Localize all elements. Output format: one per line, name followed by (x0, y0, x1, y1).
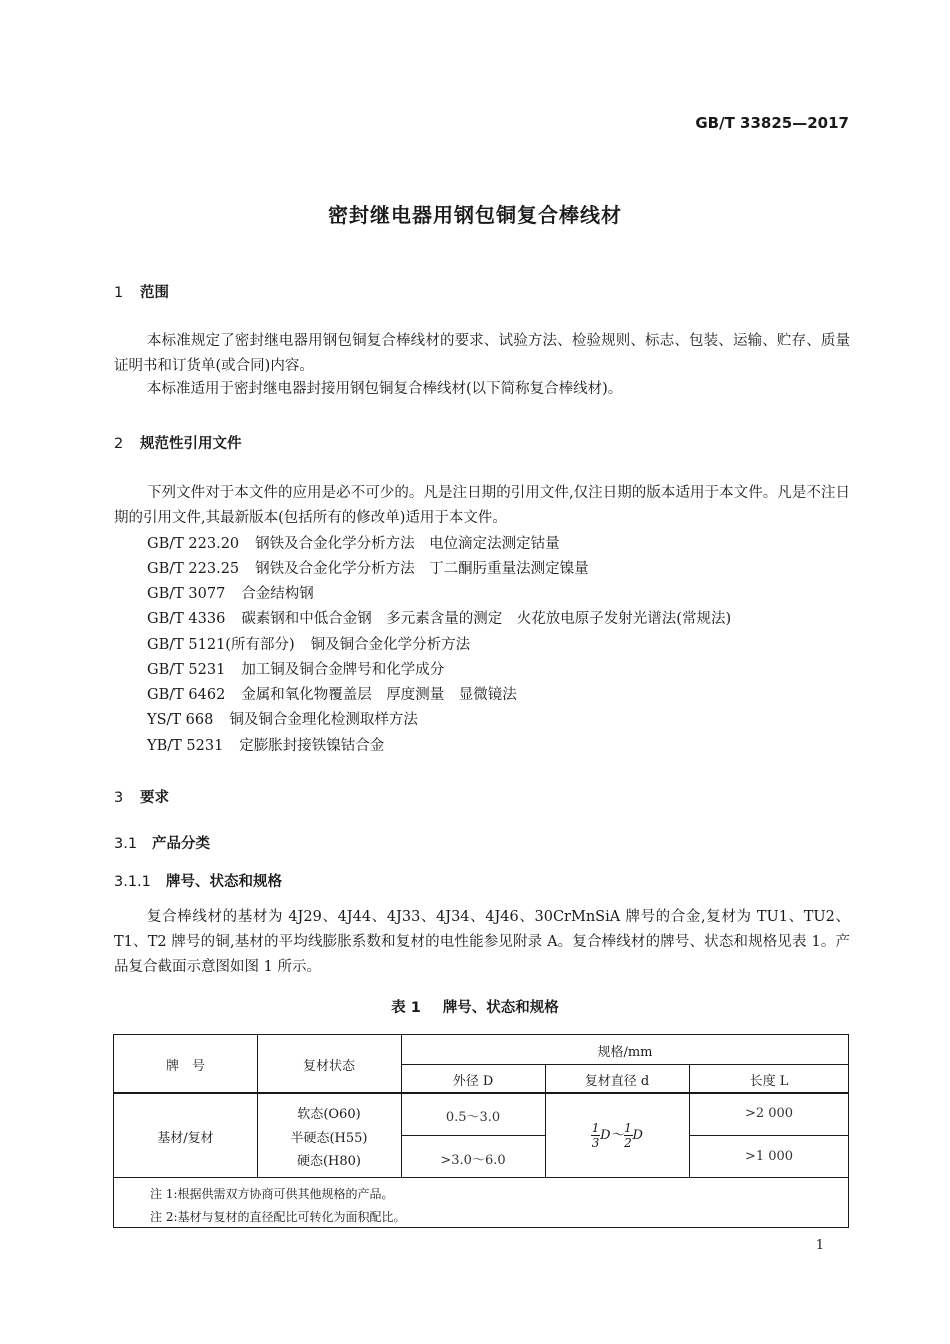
reference-item (147, 658, 444, 679)
reference-title: 钢铁及合金化学分析方法 丁二酮肟重量法测定镍量 (255, 561, 589, 577)
reference-item (147, 557, 589, 578)
section-number: 2 (114, 436, 124, 452)
section-title: 产品分类 (152, 836, 210, 852)
reference-title: 铜及铜合金化学分析方法 (310, 637, 471, 653)
cell-state-hard: 硬态(H80) (296, 1154, 362, 1169)
section-title: 要求 (140, 790, 169, 806)
cell-outer-diameter-1: 0.5～3.0 (445, 1110, 501, 1125)
section-title: 范围 (140, 285, 169, 301)
reference-item (147, 683, 517, 704)
reference-code: GB/T 4336 (147, 611, 226, 627)
page-number: 1 (815, 1238, 824, 1253)
section-title: 规范性引用文件 (140, 436, 242, 452)
fraction-numerator: 1 (624, 1121, 632, 1135)
references-intro-paragraph: 下列文件对于本文件的应用是必不可少的。凡是注日期的引用文件,仅注日期的版本适用于本文件。凡是不注日期的引用文件,其最新版本(包括所有的修改单)适用于本文件。 (114, 485, 850, 526)
reference-code: GB/T 223.20 (147, 536, 240, 552)
reference-item (147, 708, 418, 729)
table-note-1: 注 1:根据供需双方协商可供其他规格的产品。 (150, 1187, 394, 1201)
header-clad-diameter: 复材直径 d (584, 1074, 650, 1089)
reference-code: GB/T 223.25 (147, 561, 240, 577)
ratio-tail: D (632, 1128, 643, 1143)
reference-item (147, 532, 560, 553)
cell-length-1: >2 000 (744, 1106, 794, 1121)
table-rule (114, 1177, 849, 1178)
table-number: 表 1 (391, 1000, 421, 1016)
reference-title: 合金结构钢 (241, 586, 314, 602)
reference-title: 加工铜及铜合金牌号和化学成分 (241, 662, 445, 678)
table-note-2: 注 2:基材与复材的直径配比可转化为面积配比。 (150, 1210, 406, 1224)
reference-code: GB/T 5121(所有部分) (147, 637, 295, 653)
table-rule (401, 1135, 545, 1136)
classification-paragraph: 复合棒线材的基材为 4J29、4J44、4J33、4J34、4J46、30CrMnSiA 牌号的合金,复材为 TU1、TU2、T1、T2 牌号的铜,基材的平均线膨胀系数和复材的电性能参见附录 A。复合棒线材的牌号、状态和规格见表 1。产品复合截面示意图如图 1 所示。 (114, 909, 850, 975)
reference-item (147, 582, 314, 603)
section-1-heading (114, 281, 169, 302)
section-title: 牌号、状态和规格 (166, 874, 282, 890)
reference-title: 金属和氧化物覆盖层 厚度测量 显微镜法 (241, 687, 517, 703)
header-outer-diameter: 外径 D (452, 1074, 494, 1089)
section-2-heading (114, 432, 242, 453)
cell-state-soft: 软态(O60) (297, 1107, 361, 1122)
cell-outer-diameter-2: >3.0～6.0 (440, 1153, 506, 1168)
cell-grade: 基材/复材 (157, 1131, 214, 1146)
reference-title: 定膨胀封接铁镍钴合金 (239, 738, 385, 754)
reference-title: 碳素钢和中低合金钢 多元素含量的测定 火花放电原子发射光谱法(常规法) (241, 611, 732, 627)
standard-code: GB/T 33825—2017 (695, 114, 849, 132)
scope-paragraph-1: 本标准规定了密封继电器用钢包铜复合棒线材的要求、试验方法、检验规则、标志、包装、运输、贮存、质量证明书和订货单(或合同)内容。 (114, 333, 850, 374)
table-rule (114, 1093, 849, 1094)
reference-title: 铜及铜合金理化检测取样方法 (229, 712, 418, 728)
reference-code: GB/T 6462 (147, 687, 226, 703)
reference-code: YS/T 668 (147, 712, 214, 728)
table-title: 牌号、状态和规格 (442, 1000, 559, 1016)
fraction-numerator: 1 (591, 1121, 600, 1135)
header-spec: 规格/mm (597, 1045, 653, 1060)
header-clad-state: 复材状态 (302, 1059, 355, 1074)
fraction (591, 1121, 600, 1150)
table-rule (401, 1064, 849, 1065)
cell-clad-diameter-ratio (545, 1121, 689, 1150)
fraction-denominator: 3 (591, 1136, 600, 1150)
table-caption (0, 996, 950, 1017)
reference-code: GB/T 3077 (147, 586, 226, 602)
reference-item (147, 633, 470, 654)
reference-code: GB/T 5231 (147, 662, 226, 678)
scope-paragraph-2: 本标准适用于密封继电器封接用钢包铜复合棒线材(以下简称复合棒线材)。 (147, 381, 623, 397)
document-title: 密封继电器用钢包铜复合棒线材 (328, 203, 622, 227)
section-number: 1 (114, 285, 124, 301)
section-3-heading (114, 786, 169, 807)
cell-length-2: >1 000 (744, 1149, 794, 1164)
fraction-denominator: 2 (624, 1136, 632, 1150)
ratio-middle: D～ (600, 1128, 624, 1143)
cell-state-half-hard: 半硬态(H55) (290, 1131, 368, 1146)
section-number: 3.1.1 (114, 874, 151, 890)
section-number: 3.1 (114, 836, 138, 852)
section-3-1-heading (114, 832, 210, 853)
spec-table (113, 1034, 849, 1228)
fraction (624, 1121, 633, 1150)
reference-item (147, 607, 731, 628)
table-rule (689, 1135, 849, 1136)
reference-title: 钢铁及合金化学分析方法 电位滴定法测定钴量 (255, 536, 560, 552)
section-number: 3 (114, 790, 124, 806)
reference-item (147, 734, 384, 755)
header-grade: 牌 号 (165, 1059, 205, 1074)
header-length: 长度 L (749, 1074, 789, 1089)
reference-code: YB/T 5231 (147, 738, 224, 754)
section-3-1-1-heading (114, 870, 282, 891)
